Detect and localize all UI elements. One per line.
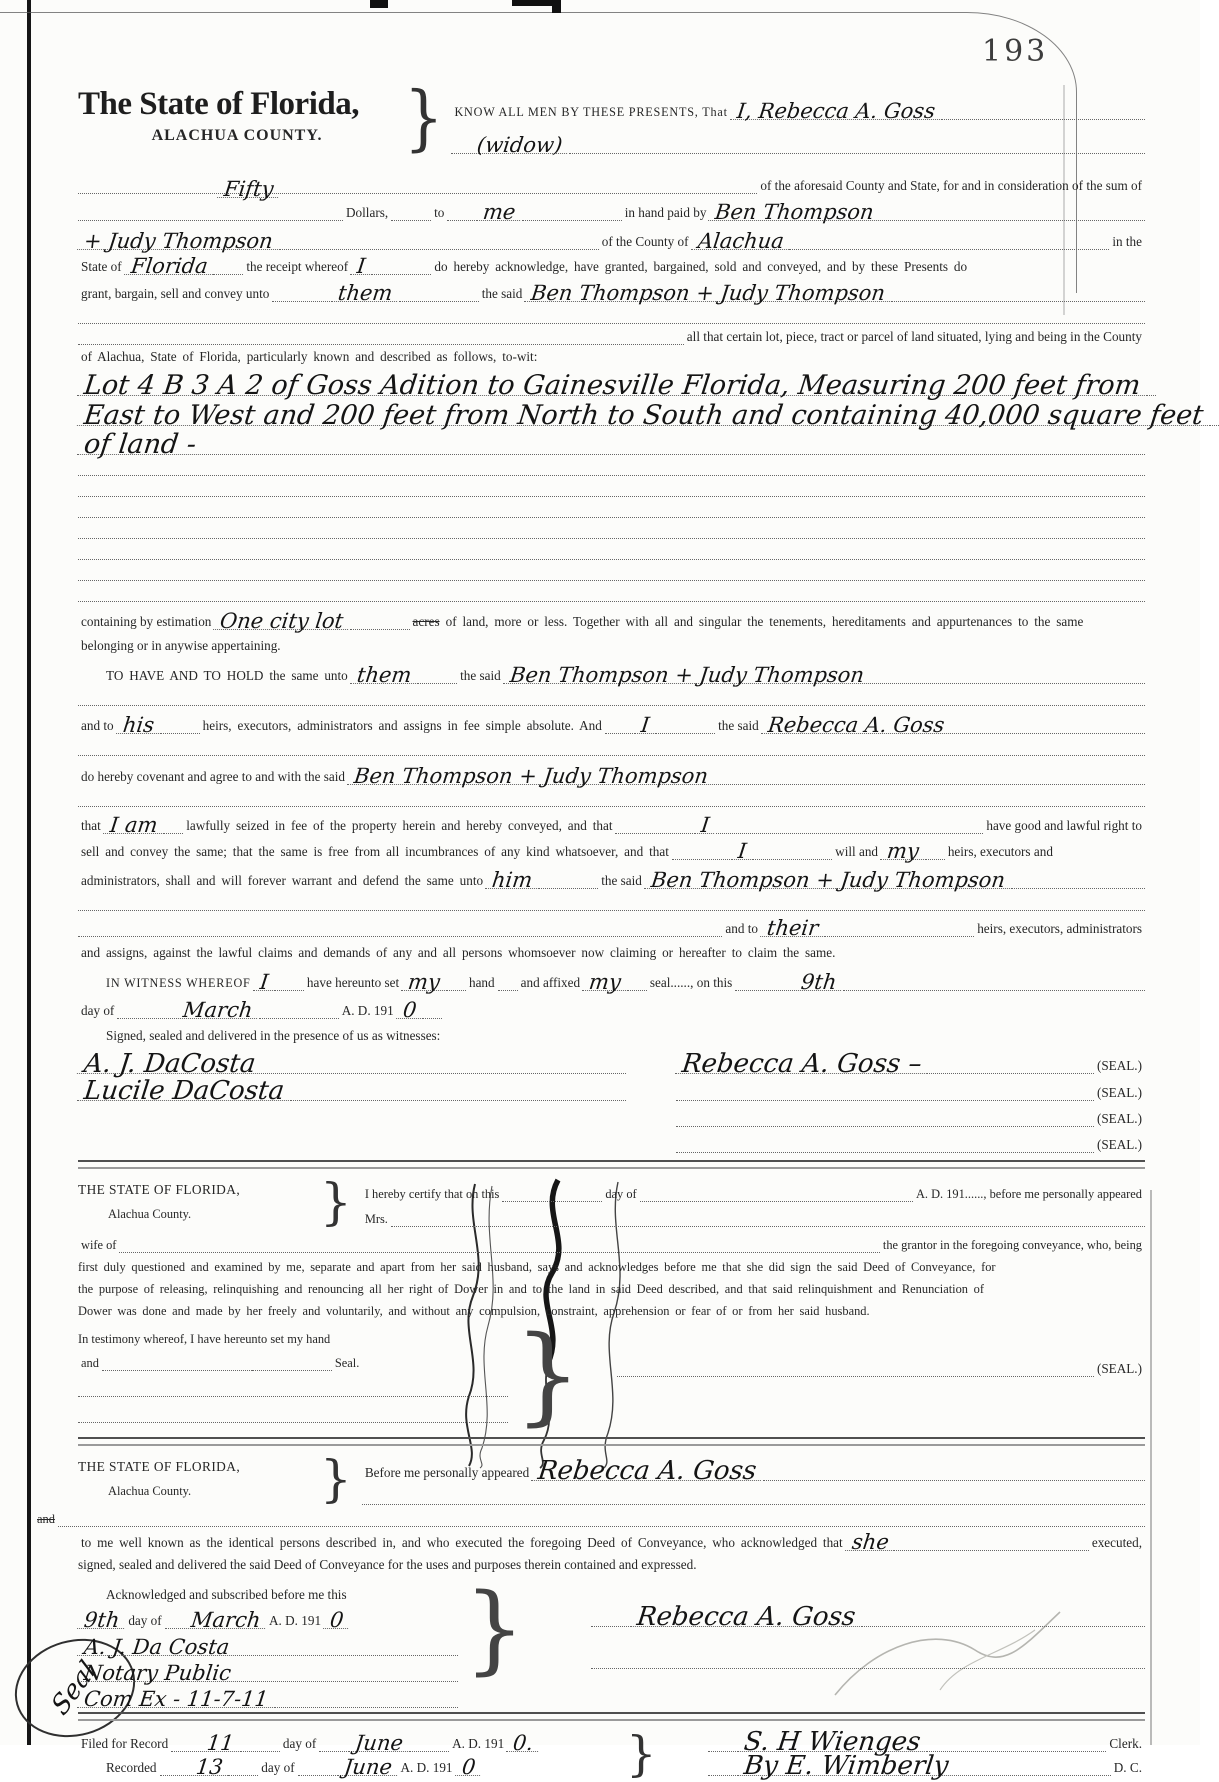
grantees-entry: Ben Thompson + Judy Thompson	[644, 873, 1012, 889]
printed-text: in the	[1112, 234, 1143, 249]
ack-section-header	[78, 1453, 1145, 1505]
state-heading: THE STATE OF FLORIDA,	[78, 1182, 241, 1197]
testimony-block	[78, 1325, 1145, 1425]
form-line	[78, 1527, 1145, 1554]
filed-day-entry: 11	[200, 1736, 241, 1752]
scan-artifact-line	[1150, 1190, 1152, 1745]
header-left	[78, 86, 396, 145]
printed-text: day of	[605, 1187, 637, 1201]
form-line	[78, 1228, 1145, 1253]
printed-text: In testimony whereof, I have hereunto set my hand	[78, 1332, 331, 1346]
printed-text: to	[434, 205, 445, 220]
printed-text: signed, sealed and delivered the said Deed of Conveyance for the uses and purposes therein contained and expressed.	[78, 1557, 697, 1572]
notary-title-entry: Notary Public	[77, 1666, 238, 1682]
section-divider	[78, 1160, 1145, 1169]
form-line	[78, 654, 1145, 687]
pronoun-entry: my	[401, 975, 447, 991]
dower-paragraph: the purpose of releasing, relinquishing and renouncing all her right of Dower in and to the land in said Deed described, and that said relinquishment and Renunciation of	[78, 1282, 984, 1296]
state-entry: Florida	[124, 259, 215, 275]
printed-text: will and	[835, 844, 879, 859]
description-entry: Lot 4 B 3 A 2 of Goss Adition to Gainesville Florida, Measuring 200 feet from	[77, 377, 1147, 396]
form-line	[78, 581, 1145, 602]
form-line	[78, 1727, 1145, 1757]
pronoun-entry: my	[582, 975, 628, 991]
printed-text: Recorded	[106, 1760, 157, 1775]
form-line	[78, 560, 1145, 581]
printed-text: in hand paid by	[624, 205, 707, 220]
year-entry: 0	[323, 1613, 350, 1629]
form-line	[78, 275, 1145, 305]
pronoun-entry: I	[695, 818, 717, 834]
form-line	[78, 250, 1145, 278]
pronoun-entry: my	[880, 844, 926, 860]
printed-text: administrators, shall and will forever warrant and defend the same unto	[81, 873, 484, 888]
pronoun-entry: I	[350, 259, 372, 275]
printed-text: D. C.	[1113, 1760, 1142, 1775]
dotted-line	[894, 1548, 1088, 1551]
deed-header	[78, 86, 1145, 166]
form-line	[78, 455, 1145, 476]
grantor-signature: Rebecca A. Goss –	[674, 1055, 928, 1074]
printed-text: TO HAVE AND TO HOLD the same unto	[106, 668, 348, 683]
form-line	[78, 497, 1145, 518]
pronoun-entry: she	[845, 1535, 896, 1551]
dotted-line	[160, 1773, 190, 1776]
dotted-line	[1146, 393, 1156, 396]
form-line	[78, 734, 1145, 756]
dotted-line	[228, 1773, 258, 1776]
form-line	[78, 991, 1145, 1022]
printed-text: of land, more or less. Together with all and singular the tenements, hereditaments and appurtenances to the same	[445, 614, 1084, 629]
form-line	[78, 426, 1145, 460]
seal-label: (SEAL.)	[1096, 1058, 1142, 1073]
notary-block	[78, 1581, 1145, 1711]
form-line	[78, 630, 1145, 654]
seal-stamp-text: Seal	[46, 1654, 103, 1721]
county-subtitle: ALACHUA COUNTY.	[151, 127, 323, 144]
printed-text: grant, bargain, sell and convey unto	[81, 286, 270, 301]
pronoun-entry: I	[253, 975, 275, 991]
printed-text: seal......, on this	[649, 975, 733, 990]
printed-text: Signed, sealed and delivered in the presence of us as witnesses:	[106, 1028, 441, 1043]
dotted-line	[676, 1124, 1094, 1127]
printed-text: executed,	[1091, 1535, 1142, 1550]
form-line	[78, 324, 1145, 345]
printed-text: IN WITNESS WHEREOF	[106, 976, 251, 990]
form-line	[78, 834, 1145, 863]
printed-text: and to	[81, 718, 114, 733]
dotted-line	[298, 1773, 338, 1776]
form-line	[78, 194, 1145, 224]
printed-text: and	[81, 1356, 99, 1370]
printed-text: sell and convey the same; that the same is free from all incumbrances of any kind whatsoever, and that	[81, 844, 669, 859]
deed-document	[37, 86, 1206, 1781]
month-entry: March	[176, 1003, 259, 1019]
day-entry: 9th	[77, 1613, 126, 1629]
printed-text: wife of	[81, 1238, 117, 1252]
county-entry: Alachua	[691, 234, 791, 250]
form-line	[78, 1019, 1145, 1044]
brace-icon	[320, 1176, 352, 1228]
recording-footer	[78, 1727, 1145, 1781]
recorded-year-entry: 0	[455, 1760, 482, 1776]
dotted-line	[240, 1749, 280, 1752]
dotted-line	[569, 151, 1145, 154]
scan-smudge	[512, 0, 554, 6]
amount-entry: Fifty	[217, 182, 280, 198]
form-line	[78, 221, 1145, 253]
signature-line	[78, 1044, 1145, 1079]
printed-text: all that certain lot, piece, tract or parcel of land situated, lying and being in the County	[686, 329, 1142, 344]
printed-text: heirs, executors, administrators and assigns in fee simple absolute. And	[202, 718, 602, 733]
form-line	[78, 166, 1145, 201]
dotted-line	[290, 1098, 625, 1101]
form-line	[78, 684, 1145, 706]
printed-text: A. D. 191	[452, 1736, 505, 1751]
dotted-line	[591, 1666, 1145, 1669]
dotted-line	[954, 1773, 1111, 1776]
form-line	[78, 539, 1145, 560]
commission-entry: Com Ex - 11-7-11	[77, 1692, 275, 1708]
year-entry: 0	[396, 1003, 423, 1019]
form-line	[78, 345, 1145, 365]
dotted-line	[708, 1773, 738, 1776]
printed-text: belonging or in anywise appertaining.	[81, 638, 281, 653]
estimate-entry: One city lot	[213, 614, 350, 630]
printed-text: the grantor in the foregoing conveyance, who, being	[882, 1238, 1142, 1252]
printed-text: Filed for Record	[81, 1736, 169, 1751]
printed-text: have good and lawful right to	[986, 818, 1142, 833]
dotted-line	[119, 1250, 879, 1253]
county-heading: Alachua County.	[108, 1484, 192, 1498]
dotted-line	[409, 1749, 449, 1752]
printed-text: heirs, executors, administrators	[977, 921, 1142, 936]
notary-signature: A. J. Da Costa	[77, 1640, 236, 1656]
brace-icon	[626, 1730, 657, 1778]
dotted-line	[451, 151, 471, 154]
unto-entry: them	[331, 286, 399, 302]
form-line	[78, 602, 1145, 633]
printed-text: the said	[718, 718, 759, 733]
form-line	[78, 961, 1145, 994]
form-line	[78, 911, 1145, 940]
form-line	[37, 1505, 1145, 1527]
printed-text: A. D. 191	[400, 1760, 453, 1775]
grantees-entry: Ben Thompson + Judy Thompson	[503, 668, 871, 684]
appeared-entry: Rebecca A. Goss	[531, 1462, 764, 1481]
form-line	[78, 518, 1145, 539]
printed-text: Dollars,	[346, 205, 389, 220]
scan-smudge	[552, 0, 561, 13]
printed-text: to me well known as the identical persons described in, and who executed the foregoing Deed of Conveyance, who acknowledged that	[81, 1535, 843, 1550]
printed-text: the receipt whereof	[246, 259, 349, 274]
state-heading: THE STATE OF FLORIDA,	[78, 1459, 241, 1474]
form-line	[78, 476, 1145, 497]
form-line	[451, 86, 1145, 123]
printed-text: A. D. 191	[269, 1613, 322, 1628]
form-line	[78, 860, 1145, 892]
brace-icon	[320, 1453, 352, 1505]
printed-text: Mrs.	[364, 1212, 388, 1226]
seal-label: (SEAL.)	[1096, 1361, 1142, 1376]
seal-label: (SEAL.)	[1096, 1111, 1142, 1126]
witness1-signature: A. J. DaCosta	[77, 1055, 263, 1074]
clerk-signature: S. H Wienges	[737, 1733, 928, 1752]
printed-text: hand	[468, 975, 495, 990]
presents-label: KNOW ALL MEN BY THESE PRESENTS, That	[454, 105, 728, 119]
dotted-line	[617, 1374, 1093, 1377]
brace-icon	[514, 1325, 581, 1425]
printed-text: that	[81, 818, 101, 833]
form-line	[78, 706, 1145, 737]
struck-word: and	[37, 1512, 55, 1526]
printed-text: Acknowledged and subscribed before me this	[106, 1587, 347, 1602]
dotted-line	[171, 1749, 201, 1752]
unto-entry: them	[350, 668, 418, 684]
printed-text: day of	[261, 1760, 295, 1775]
printed-text: do hereby covenant and agree to and with the said	[81, 769, 346, 784]
brace-icon	[404, 81, 443, 155]
description-entry: East to West and 200 feet from North to South and containing 40,000 square feet	[77, 407, 1210, 426]
printed-text: and to	[725, 921, 759, 936]
form-line	[78, 807, 1145, 837]
form-line	[78, 1751, 1145, 1781]
county-heading: Alachua County.	[108, 1207, 192, 1221]
paid-to-entry: me	[476, 205, 522, 221]
header-right	[451, 86, 1145, 157]
form-line	[451, 120, 1145, 157]
day-entry: 9th	[794, 975, 843, 991]
heirs-pronoun-entry: his	[116, 718, 161, 734]
printed-text: and assigns, against the lawful claims and demands of any and all persons whomsoever now claiming or hereafter to claim the same.	[81, 945, 836, 960]
grantor-entry: Rebecca A. Goss	[761, 718, 951, 734]
printed-text: day of	[282, 1736, 317, 1751]
pronoun-entry: I	[731, 844, 753, 860]
dotted-line	[676, 1150, 1094, 1153]
dotted-line	[391, 1224, 1145, 1227]
dower-section-header	[78, 1176, 1145, 1228]
printed-text: A. D. 191......, before me personally appeared	[915, 1187, 1142, 1201]
dotted-line	[319, 1749, 349, 1752]
pronoun-entry: I am	[103, 818, 164, 834]
deputy-signature: By E. Wimberly	[737, 1757, 956, 1776]
printed-text: the said	[481, 286, 523, 301]
printed-text: the said	[460, 668, 501, 683]
grantees-entry: Ben Thompson + Judy Thompson	[347, 769, 715, 785]
form-line	[78, 396, 1206, 431]
printed-text: Before me personally appeared	[364, 1465, 530, 1480]
form-line	[78, 785, 1145, 807]
printed-text: and affixed	[520, 975, 581, 990]
dotted-line	[676, 1098, 1094, 1101]
form-line	[78, 302, 1145, 324]
dotted-line	[1209, 423, 1219, 426]
pronoun-entry: I	[634, 718, 656, 734]
filed-year-entry: 0.	[506, 1736, 540, 1752]
printed-text: State of	[81, 259, 122, 274]
dotted-line	[274, 1705, 458, 1708]
seal-label: (SEAL.)	[1096, 1085, 1142, 1100]
printed-text: heirs, executors and	[947, 844, 1053, 859]
dotted-line	[78, 1420, 508, 1423]
filed-month-entry: June	[348, 1736, 410, 1752]
brace-icon	[464, 1581, 525, 1677]
printed-text: Clerk.	[1109, 1736, 1142, 1751]
printed-text: A. D. 191	[341, 1003, 394, 1018]
dotted-line	[927, 1071, 1094, 1074]
grantor-signature: Rebecca A. Goss	[630, 1608, 863, 1627]
recorded-day-entry: 13	[189, 1760, 230, 1776]
dotted-line	[926, 1749, 1106, 1752]
dotted-line	[708, 1749, 738, 1752]
payer2-entry: + Judy Thompson	[77, 234, 280, 250]
document-title: The State of Florida,	[78, 86, 359, 122]
grantor-name-entry: I, Rebecca A. Goss	[730, 104, 942, 120]
printed-text: day of	[81, 1003, 115, 1018]
printed-text: have hereunto set	[306, 975, 400, 990]
payer-entry: Ben Thompson	[708, 205, 881, 221]
heirs-pronoun-entry: their	[760, 921, 825, 937]
description-entry: of land -	[77, 436, 203, 455]
form-line	[78, 937, 1145, 961]
printed-text: the said	[601, 873, 642, 888]
scan-smudge	[370, 0, 388, 8]
printed-text: lawfully seized in fee of the property herein and hereby conveyed, and that	[186, 818, 613, 833]
printed-text: of the County of	[601, 234, 689, 249]
printed-text: do hereby acknowledge, have granted, bargained, sold and conveyed, and by these Presents do	[434, 259, 968, 274]
widow-entry: (widow)	[470, 138, 569, 154]
witness2-signature: Lucile DaCosta	[77, 1082, 291, 1101]
form-line	[78, 756, 1145, 788]
printed-text: of the aforesaid County and State, for and in consideration of the sum of	[760, 178, 1142, 193]
printed-text: day of	[128, 1613, 162, 1628]
signature-line	[78, 1127, 1145, 1153]
form-line	[78, 889, 1145, 911]
dotted-line	[261, 1071, 625, 1074]
acres-struck-label: acres	[412, 614, 440, 629]
page-number: 193	[982, 34, 1049, 69]
section-divider	[78, 1712, 1145, 1721]
grantees-entry: Ben Thompson + Judy Thompson	[524, 286, 892, 302]
printed-text: of Alachua, State of Florida, particularly known and described as follows, to-wit:	[81, 349, 538, 364]
seal-label: (SEAL.)	[1096, 1137, 1142, 1152]
unto-entry: him	[485, 873, 539, 889]
recorded-month-entry: June	[337, 1760, 399, 1776]
section-divider	[78, 1437, 1145, 1446]
printed-text: I hereby certify that on this	[364, 1187, 500, 1201]
printed-text: containing by estimation	[81, 614, 212, 629]
signature-line	[78, 1074, 1145, 1106]
dower-paragraph: Dower was done and made by her freely and voluntarily, and without any compulsion, constraint, apprehension or fear of or from her said husband.	[78, 1304, 870, 1318]
form-line	[78, 365, 1145, 401]
month-entry: March	[184, 1613, 267, 1629]
printed-text: Seal.	[334, 1356, 360, 1370]
dower-paragraph: first duly questioned and examined by me, separate and apart from her said husband, says and acknowledges before me that she did sign the said Deed of Conveyance, for	[78, 1260, 996, 1274]
